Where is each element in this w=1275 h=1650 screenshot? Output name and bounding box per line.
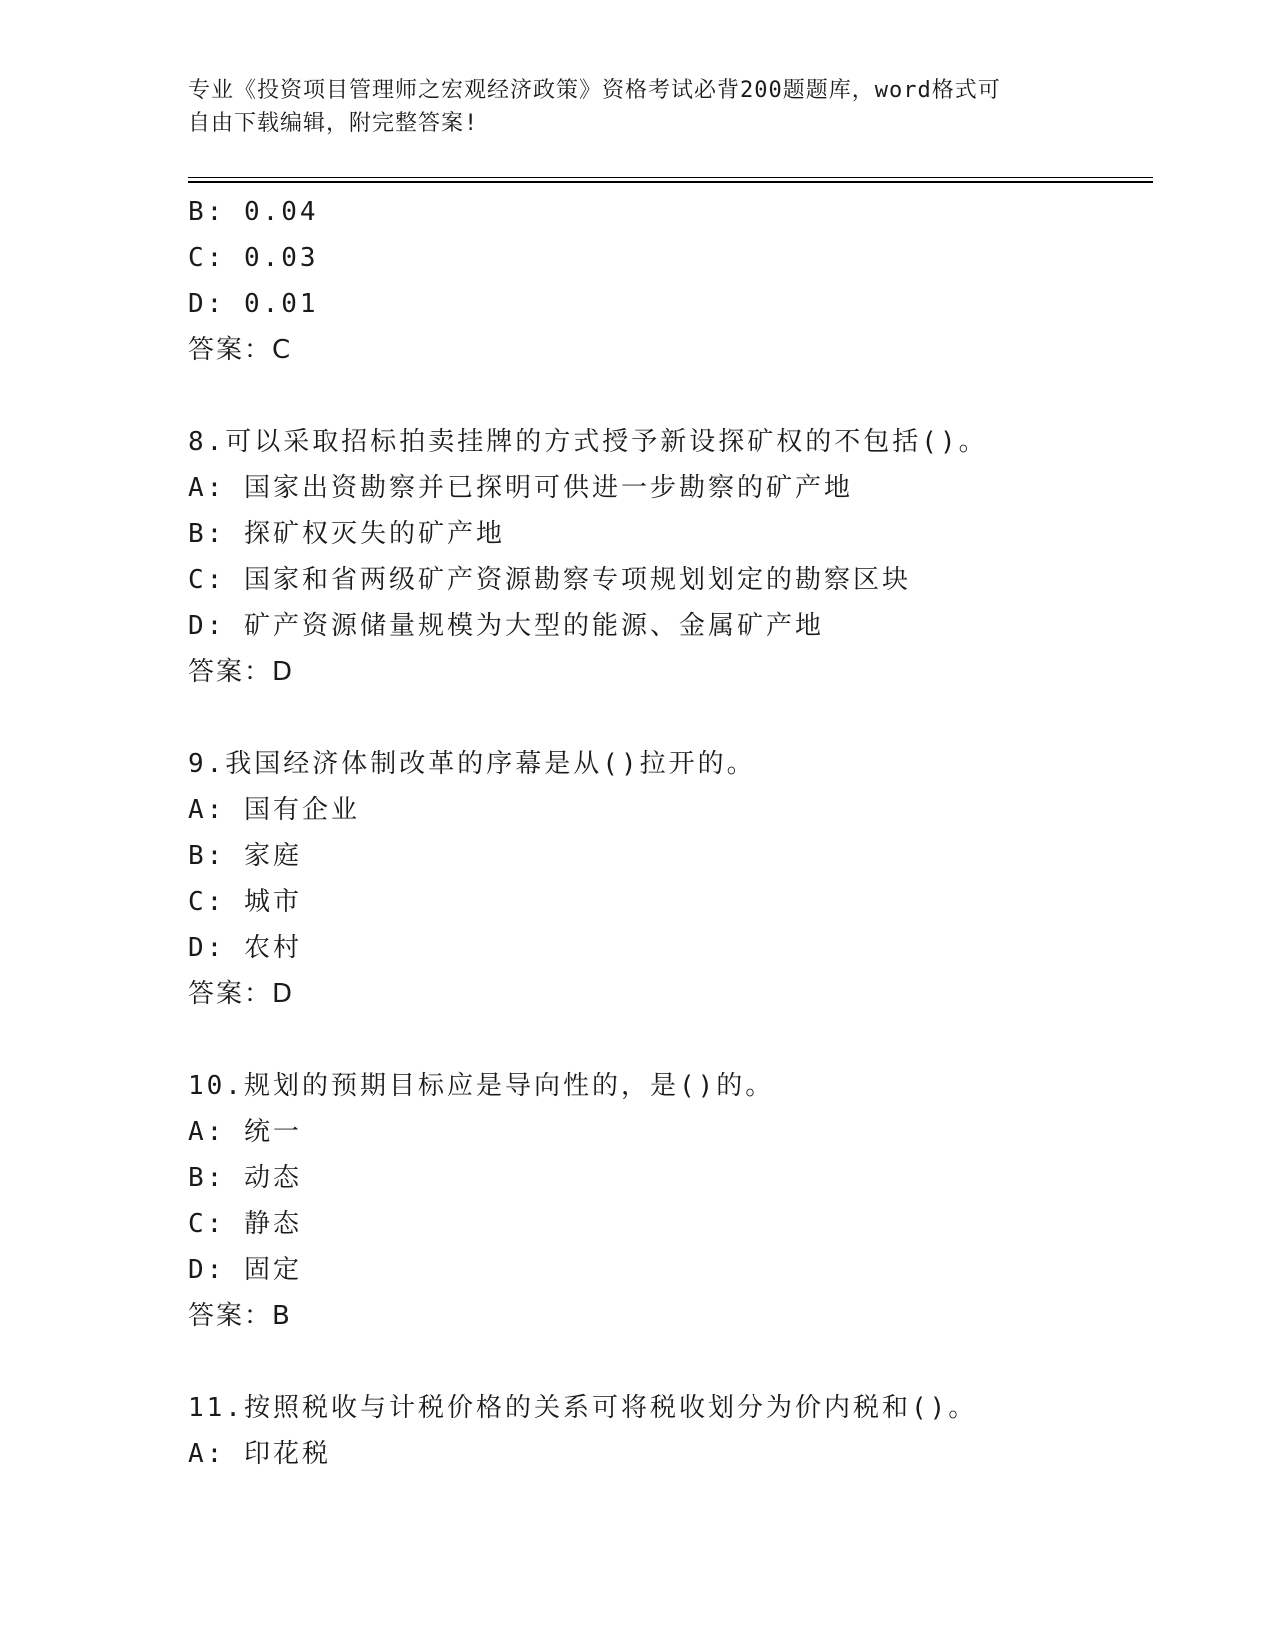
option-a: A: 国家出资勘察并已探明可供进一步勘察的矿产地	[188, 473, 853, 503]
option-b: B: 动态	[188, 1163, 302, 1193]
option-b: B: 探矿权灭失的矿产地	[188, 519, 505, 549]
header-line-1: 专业《投资项目管理师之宏观经济政策》资格考试必背200题题库，word格式可	[188, 78, 1001, 103]
answer: 答案：B	[188, 1301, 292, 1331]
question-10	[188, 1063, 1153, 1339]
spacer	[188, 695, 1153, 741]
option-c: C: 静态	[188, 1209, 302, 1239]
option-d: D: 矿产资源储量规模为大型的能源、金属矿产地	[188, 611, 824, 641]
spacer	[188, 373, 1153, 419]
spacer	[188, 1339, 1153, 1385]
option-a: A: 统一	[188, 1117, 302, 1147]
option-b: B: 家庭	[188, 841, 302, 871]
answer: 答案：C	[188, 335, 293, 365]
question-text: 8.可以采取招标拍卖挂牌的方式授予新设探矿权的不包括()。	[188, 427, 988, 457]
question-text: 9.我国经济体制改革的序幕是从()拉开的。	[188, 749, 756, 779]
option-a: A: 国有企业	[188, 795, 360, 825]
question-8	[188, 419, 1153, 695]
option-c: C: 0.03	[188, 243, 319, 273]
question-9	[188, 741, 1153, 1017]
question-7-tail	[188, 189, 1153, 373]
header-line-2: 自由下载编辑，附完整答案!	[188, 111, 479, 136]
answer: 答案：D	[188, 979, 295, 1009]
question-text: 10.规划的预期目标应是导向性的，是()的。	[188, 1071, 775, 1101]
answer: 答案：D	[188, 657, 295, 687]
header-rule-thin	[188, 177, 1153, 178]
option-d: D: 固定	[188, 1255, 302, 1285]
question-text: 11.按照税收与计税价格的关系可将税收划分为价内税和()。	[188, 1393, 978, 1423]
header-rule-thick	[188, 181, 1153, 183]
option-d: D: 0.01	[188, 289, 319, 319]
question-11	[188, 1385, 1153, 1477]
option-c: C: 国家和省两级矿产资源勘察专项规划划定的勘察区块	[188, 565, 911, 595]
option-d: D: 农村	[188, 933, 302, 963]
spacer	[188, 1017, 1153, 1063]
option-c: C: 城市	[188, 887, 302, 917]
question-list	[188, 189, 1153, 1477]
option-b: B: 0.04	[188, 197, 319, 227]
option-a: A: 印花税	[188, 1439, 331, 1469]
page-header	[188, 74, 1088, 140]
